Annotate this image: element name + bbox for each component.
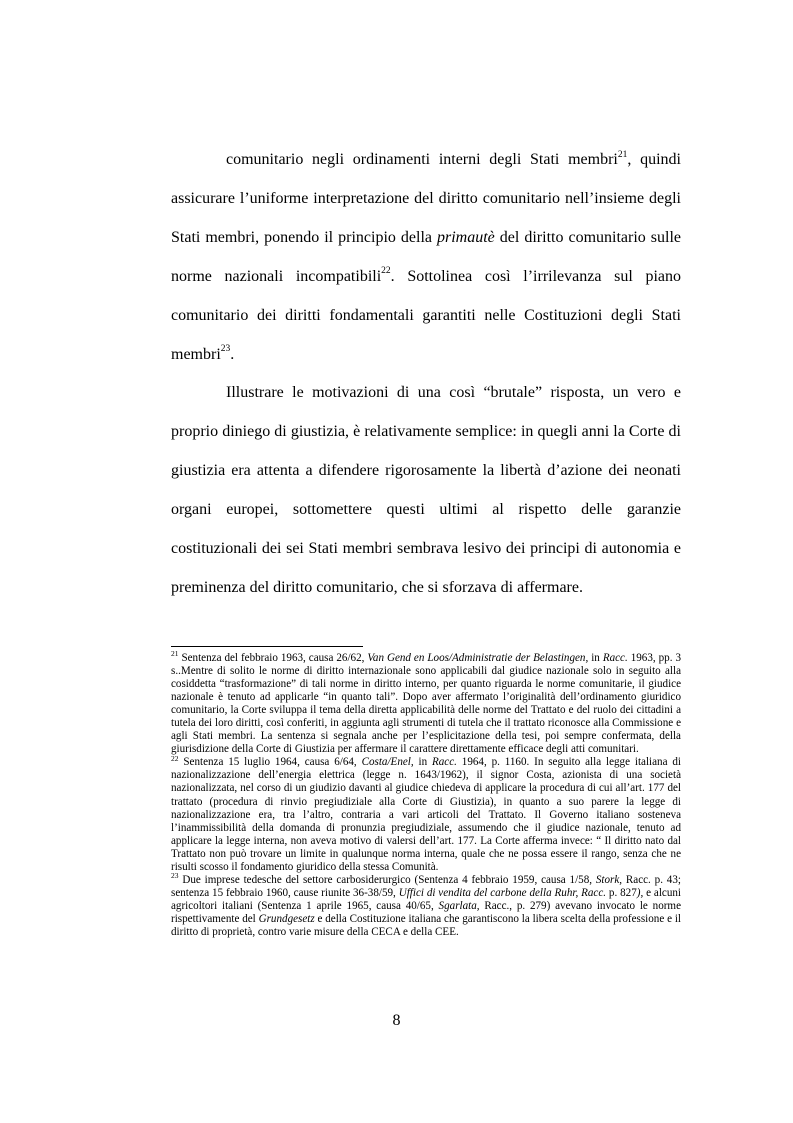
- page-number: 8: [392, 1012, 401, 1029]
- footnote-ref-23[interactable]: 23: [220, 344, 231, 355]
- text-run: Sentenza del febbraio 1963, causa 26/62,: [178, 652, 368, 664]
- law-name: Grundgesetz: [258, 912, 315, 925]
- footnote-number: 22: [171, 753, 179, 763]
- case-name: Sgarlata,: [438, 899, 480, 912]
- text-run: 1963, pp. 3 s..Mentre di solito le norme di diritto internazionale sono applicabili dal giudice nazionale solo in seguito alla cosiddetta “trasformazione” di tali norme in diritto interno, per quanto riguarda le norme comunitarie, il giudice nazionale è tenuto ad applicarle “in quanto tali”. Dopo aver affermato l’originalità dell’ordinamento giuridico comunitario, la Corte sviluppa il tema della diretta applicabilità delle norme del Trattato e del ruolo dei cittadini a tutela dei loro diritti, così conferiti, in aggiunta agli strumenti di tutela che il trattato riconosce alla Commissione e agli Stati membri. La sentenza si segnala anche per l’esplicitazione della tesi, poi sempre confermata, della giurisdizione della Corte di Giustizia per affermare il carattere direttamente efficace degli atti comunitari.: [171, 652, 681, 756]
- footnote-23: [171, 871, 681, 939]
- paragraph-1: [171, 141, 681, 374]
- journal-name: Racc.: [602, 652, 628, 664]
- paragraph-2: Illustrare le motivazioni di una così “brutale” risposta, un vero e proprio diniego di giustizia, è relativamente semplice: in quegli anni la Corte di giustizia era attenta a difendere rigorosamente la libertà d’azione dei neonati organi europei, sottomettere questi ultimi al rispetto delle garanzie costituzionali dei sei Stati membri sembrava lesivo dei principi di autonomia e preminenza del diritto comunitario, che si sforzava di affermare.: [171, 384, 681, 596]
- italic-term: primautè: [437, 228, 495, 246]
- case-name: Stork,: [595, 873, 623, 886]
- text-run: Due imprese tedesche del settore carbosiderurgico (Sentenza 4 febbraio 1959, causa 1/58,: [178, 873, 596, 886]
- case-name: Costa/Enel,: [361, 756, 414, 769]
- text-run: , quindi assicurare l’uniforme interpretazione del diritto comunitario nell’insieme degli Stati membri, ponendo il principio della: [171, 151, 681, 246]
- text-run: . Sottolinea così l’irrilevanza sul piano comunitario dei diritti fondamentali garantiti nelle Costituzioni degli Stati membri: [171, 267, 681, 363]
- footnote-ref-21[interactable]: 21: [617, 149, 628, 160]
- text-run: e della Costituzione italiana che garantiscono la libera scelta della professione e il diritto di proprietà, contro varie misure della CECA e della CEE.: [171, 912, 681, 938]
- footnote-21: [171, 649, 681, 756]
- text-run: p. 827: [606, 886, 637, 899]
- text-run: del diritto comunitario sulle norme nazionali incompatibili: [171, 228, 681, 285]
- text-run: e alcuni agricoltori italiani (Sentenza 1 aprile 1965, causa 40/65,: [171, 886, 681, 912]
- text-run: ),: [636, 886, 644, 899]
- text-run: Racc. p. 43; sentenza 15 febbraio 1960, cause riunite 36-38/59,: [171, 873, 681, 899]
- footnotes: [171, 649, 681, 939]
- main-text: [171, 141, 681, 608]
- case-name: Van Gend en Loos/Administratie der Belastingen,: [367, 652, 589, 664]
- footnote-number: 21: [171, 649, 179, 659]
- case-name: Uffici di vendita del carbone della Ruhr, Racc.: [398, 886, 607, 899]
- footnote-22: [171, 753, 681, 873]
- text-run: Sentenza 15 luglio 1964, causa 6/64,: [178, 756, 362, 769]
- journal-name: Racc.: [431, 756, 457, 769]
- text-run: .: [230, 345, 235, 363]
- text-run: 1964, p. 1160. In seguito alla legge italiana di nazionalizzazione dell’energia elettrica (legge n. 1643/1962), il signor Costa, azionista di una società nazionalizzata, nel corso di un giudizio davanti al giudice chiedeva di applicare la procedura di cui all’art. 177 del trattato (procedura di rinvio pregiudiziale alla Corte di Giustizia), in quanto a suo parere la legge di nazionalizzazione era, tra l’altro, contraria a vari articoli del Trattato. Il Governo italiano sosteneva l’inammissibilità della domanda di pronunzia pregiudiziale, assumendo che il giudice nazionale, tenuto ad applicare la legge interna, non aveva motivo di valersi dell’art. 177. La Corte afferma invece: “ Il diritto nato dal Trattato non può trovare un limite in qualunque norma interna, quale che ne possa essere il rango, senza che ne risulti scosso il fondamento giuridico della stessa Comunità.: [171, 756, 681, 873]
- text-run: in: [413, 756, 432, 769]
- footnote-ref-22[interactable]: 22: [381, 266, 391, 277]
- text-run: comunitario negli ordinamenti interni degli Stati membri: [226, 151, 618, 168]
- footnote-number: 23: [171, 871, 179, 881]
- text-run: Racc., p. 279) avevano invocato le norme rispettivamente del: [171, 899, 681, 925]
- text-run: in: [588, 652, 603, 664]
- footnote-separator: [171, 646, 363, 647]
